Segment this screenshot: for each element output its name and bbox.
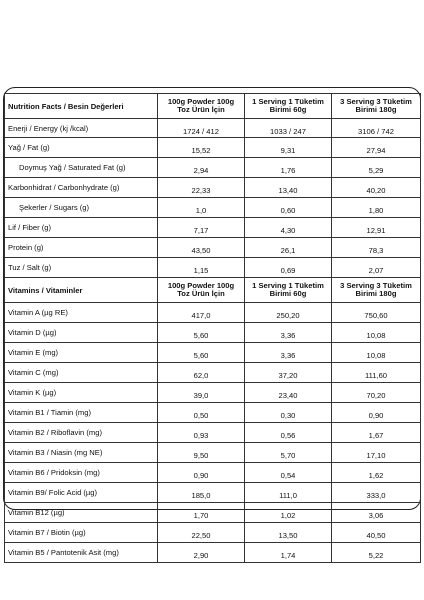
row-value-3-serving: 333,0 [366, 491, 386, 500]
row-value-100g: 5,60 [193, 331, 209, 340]
row-value-100g: 0,90 [193, 471, 209, 480]
row-value-3-serving: 27,94 [366, 146, 386, 155]
row-value-3-serving: 17,10 [366, 451, 386, 460]
row-value-100g: 2,90 [193, 551, 209, 560]
row-value-1-serving: 9,31 [280, 146, 296, 155]
row-value-1-serving: 250,20 [276, 311, 300, 320]
table-row [5, 403, 421, 423]
row-label: Vitamin B3 / Niasin (mg NE) [5, 443, 158, 463]
row-label: Yağ / Fat (g) [5, 138, 158, 158]
row-label: Vitamin C (mg) [5, 363, 158, 383]
table-row [5, 138, 421, 158]
table-row [5, 218, 421, 238]
row-value-3-serving: 70,20 [366, 391, 386, 400]
row-label: Vitamin K (µg) [5, 383, 158, 403]
row-value-1-serving: 23,40 [278, 391, 298, 400]
row-value-100g: 7,17 [193, 226, 209, 235]
row-value-3-serving: 750,60 [364, 311, 388, 320]
row-value-100g: 1,0 [195, 206, 207, 215]
row-value-1-serving: 0,60 [280, 206, 296, 215]
row-value-1-serving: 26,1 [280, 246, 296, 255]
table-row [5, 178, 421, 198]
row-value-100g: 15,52 [191, 146, 211, 155]
row-value-3-serving: 10,08 [366, 331, 386, 340]
header-label: Nutrition Facts / Besin Değerleri [5, 94, 158, 119]
nutrition-facts-table [4, 93, 421, 563]
row-label: Vitamin B12 (µg) [5, 503, 158, 523]
row-value-1-serving: 3,36 [280, 331, 296, 340]
row-value-3-serving: 1,62 [368, 471, 384, 480]
row-value-3-serving: 12,91 [366, 226, 386, 235]
row-value-100g: 22,33 [191, 186, 211, 195]
row-label: Karbonhidrat / Carbonhydrate (g) [5, 178, 158, 198]
row-label: Vitamin D (µg) [5, 323, 158, 343]
row-label: Lif / Fiber (g) [5, 218, 158, 238]
row-value-100g: 22,50 [191, 531, 211, 540]
table-row [5, 383, 421, 403]
row-value-3-serving: 1,80 [368, 206, 384, 215]
row-value-1-serving: 13,40 [278, 186, 298, 195]
row-value-3-serving: 1,67 [368, 431, 384, 440]
row-value-100g: 5,60 [193, 351, 209, 360]
row-label: Vitamin B1 / Tiamin (mg) [5, 403, 158, 423]
table-row [5, 303, 421, 323]
vitamins-header-col-3-serving: 3 Serving 3 Tüketim Birimi 180g [332, 278, 421, 303]
row-value-1-serving: 37,20 [278, 371, 298, 380]
row-value-3-serving: 3106 / 742 [358, 126, 394, 136]
table-row [5, 463, 421, 483]
row-value-100g: 185,0 [191, 491, 211, 500]
row-label: Vitamin B2 / Riboflavin (mg) [5, 423, 158, 443]
row-value-100g: 417,0 [191, 311, 211, 320]
header-col-3-serving: 3 Serving 3 Tüketim Birimi 180g [332, 94, 421, 119]
table-header-row [5, 94, 421, 119]
row-value-1-serving: 0,69 [280, 266, 296, 275]
row-value-3-serving: 5,29 [368, 166, 384, 175]
table-row [5, 258, 421, 278]
table-row [5, 343, 421, 363]
row-value-1-serving: 1033 / 247 [270, 126, 306, 136]
row-value-3-serving: 5,22 [368, 551, 384, 560]
row-value-1-serving: 0,56 [280, 431, 296, 440]
row-label: Vitamin B5 / Pantotenik Asit (mg) [5, 543, 158, 563]
table-row [5, 423, 421, 443]
table-row [5, 483, 421, 503]
row-value-1-serving: 0,54 [280, 471, 296, 480]
row-value-1-serving: 5,70 [280, 451, 296, 460]
row-value-100g: 39,0 [193, 391, 209, 400]
table-row [5, 503, 421, 523]
row-value-1-serving: 1,76 [280, 166, 296, 175]
row-value-100g: 43,50 [191, 246, 211, 255]
row-label: Protein (g) [5, 238, 158, 258]
row-value-100g: 1,15 [193, 266, 209, 275]
row-label: Enerji / Energy (kj /kcal) [5, 119, 158, 138]
row-value-1-serving: 1,74 [280, 551, 296, 560]
row-value-100g: 0,50 [193, 411, 209, 420]
row-value-1-serving: 0,30 [280, 411, 296, 420]
row-label: Doymuş Yağ / Saturated Fat (g) [5, 158, 158, 178]
row-label: Şekerler / Sugars (g) [5, 198, 158, 218]
header-col-100g: 100g Powder 100g Toz Ürün İçin [158, 94, 245, 119]
row-label: Vitamin B6 / Pridoksin (mg) [5, 463, 158, 483]
row-value-100g: 1,70 [193, 511, 209, 520]
row-value-100g: 0,93 [193, 431, 209, 440]
table-row [5, 323, 421, 343]
row-value-3-serving: 40,50 [366, 531, 386, 540]
row-value-100g: 9,50 [193, 451, 209, 460]
table-row [5, 119, 421, 138]
header-col-1-serving: 1 Serving 1 Tüketim Birimi 60g [245, 94, 332, 119]
row-value-3-serving: 0,90 [368, 411, 384, 420]
row-value-1-serving: 3,36 [280, 351, 296, 360]
row-value-3-serving: 10,08 [366, 351, 386, 360]
row-value-100g: 62,0 [193, 371, 209, 380]
row-value-100g: 2,94 [193, 166, 209, 175]
row-value-3-serving: 111,60 [364, 371, 388, 380]
vitamins-header-col-100g: 100g Powder 100g Toz Ürün İçin [158, 278, 245, 303]
row-value-1-serving: 1,02 [280, 511, 296, 520]
table-row [5, 158, 421, 178]
table-row [5, 198, 421, 218]
row-label: Vitamin B9/ Folic Acid (µg) [5, 483, 158, 503]
row-value-1-serving: 111,0 [279, 491, 297, 500]
row-value-3-serving: 78,3 [368, 246, 384, 255]
table-row [5, 523, 421, 543]
row-value-3-serving: 40,20 [366, 186, 386, 195]
row-label: Vitamin E (mg) [5, 343, 158, 363]
row-label: Vitamin B7 / Biotin (µg) [5, 523, 158, 543]
row-value-3-serving: 2,07 [368, 266, 384, 275]
table-row [5, 543, 421, 563]
table-row [5, 238, 421, 258]
row-value-1-serving: 13,50 [278, 531, 298, 540]
row-value-100g: 1724 / 412 [183, 126, 219, 136]
vitamins-header-col-1-serving: 1 Serving 1 Tüketim Birimi 60g [245, 278, 332, 303]
row-value-1-serving: 4,30 [280, 226, 296, 235]
table-row [5, 363, 421, 383]
row-label: Tuz / Salt (g) [5, 258, 158, 278]
vitamins-header-label: Vitamins / Vitaminler [5, 278, 158, 303]
vitamins-header-row [5, 278, 421, 303]
table-row [5, 443, 421, 463]
row-label: Vitamin A (µg RE) [5, 303, 158, 323]
row-value-3-serving: 3,06 [368, 511, 384, 520]
